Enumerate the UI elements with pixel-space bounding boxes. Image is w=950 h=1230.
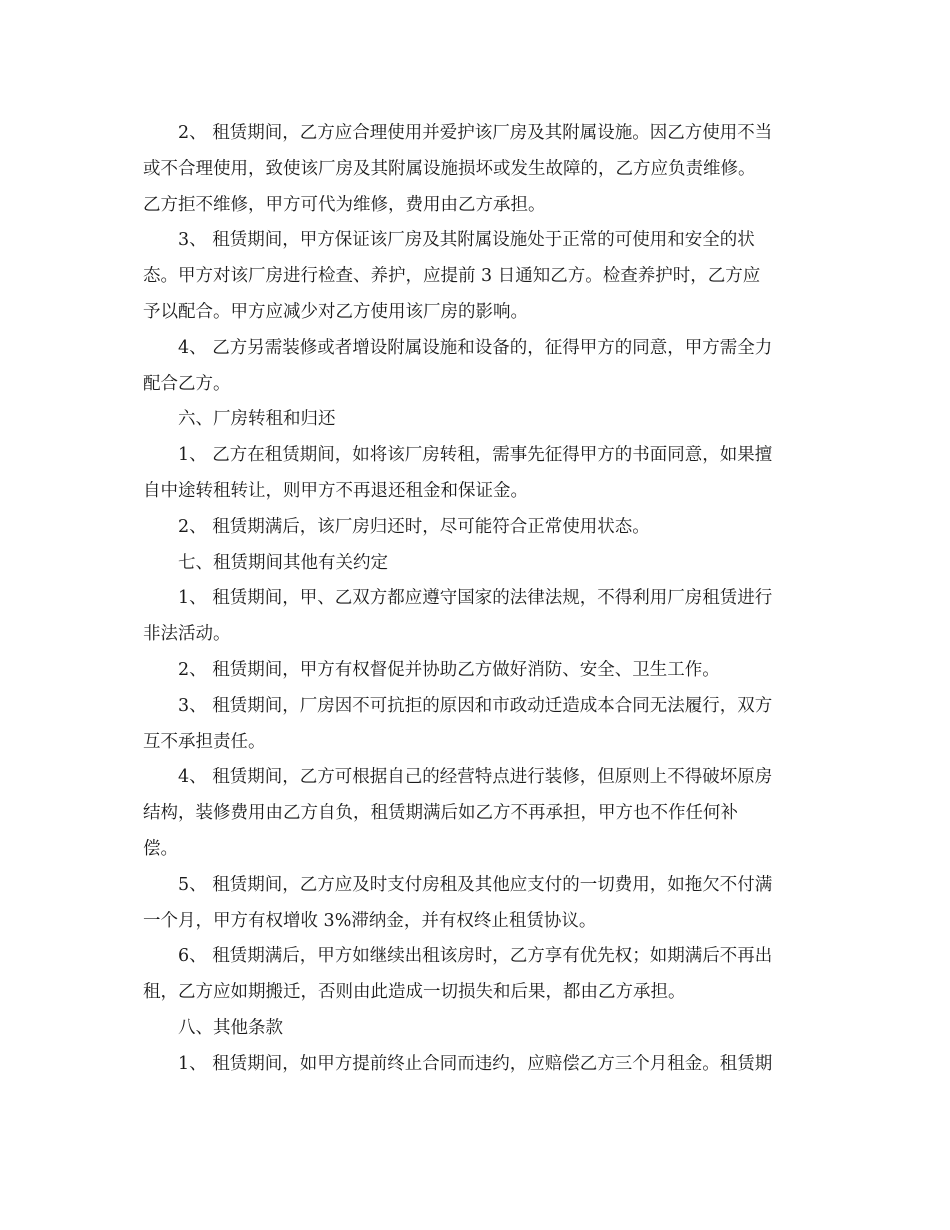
text-line: 5、 租赁期间，乙方应及时支付房租及其他应支付的一切费用，如拖欠不付满 xyxy=(178,874,773,895)
clause-paragraph xyxy=(143,939,808,1011)
text-line: 六、厂房转租和归还 xyxy=(178,409,336,430)
text-line: 3、 租赁期间，甲方保证该厂房及其附属设施处于正常的可使用和安全的状 xyxy=(178,230,755,251)
section-heading xyxy=(143,402,808,438)
text-line: 6、 租赁期满后，甲方如继续出租该房时，乙方享有优先权；如期满后不再出 xyxy=(178,946,773,967)
clause-paragraph xyxy=(143,689,808,761)
text-line: 互不承担责任。 xyxy=(143,731,266,752)
text-line: 4、 租赁期间，乙方可根据自己的经营特点进行装修，但原则上不得破坏原房 xyxy=(178,767,773,788)
text-line: 2、 租赁期满后，该厂房归还时，尽可能符合正常使用状态。 xyxy=(178,516,650,537)
clause-paragraph xyxy=(143,581,808,653)
text-line: 或不合理使用，致使该厂房及其附属设施损坏或发生故障的，乙方应负责维修。 xyxy=(143,158,756,179)
clause-paragraph xyxy=(143,1047,808,1083)
clause-paragraph xyxy=(143,116,808,223)
text-line: 予以配合。甲方应减少对乙方使用该厂房的影响。 xyxy=(143,301,528,322)
clause-paragraph xyxy=(143,510,808,546)
clause-paragraph xyxy=(143,653,808,689)
section-heading xyxy=(143,546,808,582)
text-line: 结构，装修费用由乙方自负，租赁期满后如乙方不再承担，甲方也不作任何补 xyxy=(143,803,738,824)
text-line: 配合乙方。 xyxy=(143,373,231,394)
text-line: 自中途转租转让，则甲方不再退还租金和保证金。 xyxy=(143,480,528,501)
text-line: 偿。 xyxy=(143,838,178,859)
text-line: 1、 租赁期间，甲、乙双方都应遵守国家的法律法规，不得利用厂房租赁进行 xyxy=(178,588,773,609)
clause-paragraph xyxy=(143,223,808,330)
text-line: 七、租赁期间其他有关约定 xyxy=(178,552,388,573)
text-line: 八、其他条款 xyxy=(178,1017,283,1038)
document-body xyxy=(143,116,808,1083)
text-line: 4、 乙方另需装修或者增设附属设施和设备的，征得甲方的同意，甲方需全力 xyxy=(178,337,773,358)
text-line: 租，乙方应如期搬迁，否则由此造成一切损失和后果，都由乙方承担。 xyxy=(143,982,686,1003)
text-line: 2、 租赁期间，乙方应合理使用并爱护该厂房及其附属设施。因乙方使用不当 xyxy=(178,123,773,143)
clause-paragraph xyxy=(143,760,808,867)
text-line: 2、 租赁期间，甲方有权督促并协助乙方做好消防、安全、卫生工作。 xyxy=(178,659,720,680)
clause-paragraph xyxy=(143,868,808,940)
text-line: 1、 租赁期间，如甲方提前终止合同而违约，应赔偿乙方三个月租金。租赁期 xyxy=(178,1053,773,1074)
text-line: 1、 乙方在租赁期间，如将该厂房转租，需事先征得甲方的书面同意，如果擅 xyxy=(178,445,773,466)
text-line: 态。甲方对该厂房进行检查、养护，应提前 3 日通知乙方。检查养护时，乙方应 xyxy=(143,266,761,287)
text-line: 一个月，甲方有权增收 3%滞纳金，并有权终止租赁协议。 xyxy=(143,910,597,931)
clause-paragraph xyxy=(143,438,808,510)
section-heading xyxy=(143,1011,808,1047)
text-line: 乙方拒不维修，甲方可代为维修，费用由乙方承担。 xyxy=(143,194,546,215)
text-line: 非法活动。 xyxy=(143,624,231,645)
text-line: 3、 租赁期间，厂房因不可抗拒的原因和市政动迁造成本合同无法履行，双方 xyxy=(178,695,773,716)
clause-paragraph xyxy=(143,331,808,403)
